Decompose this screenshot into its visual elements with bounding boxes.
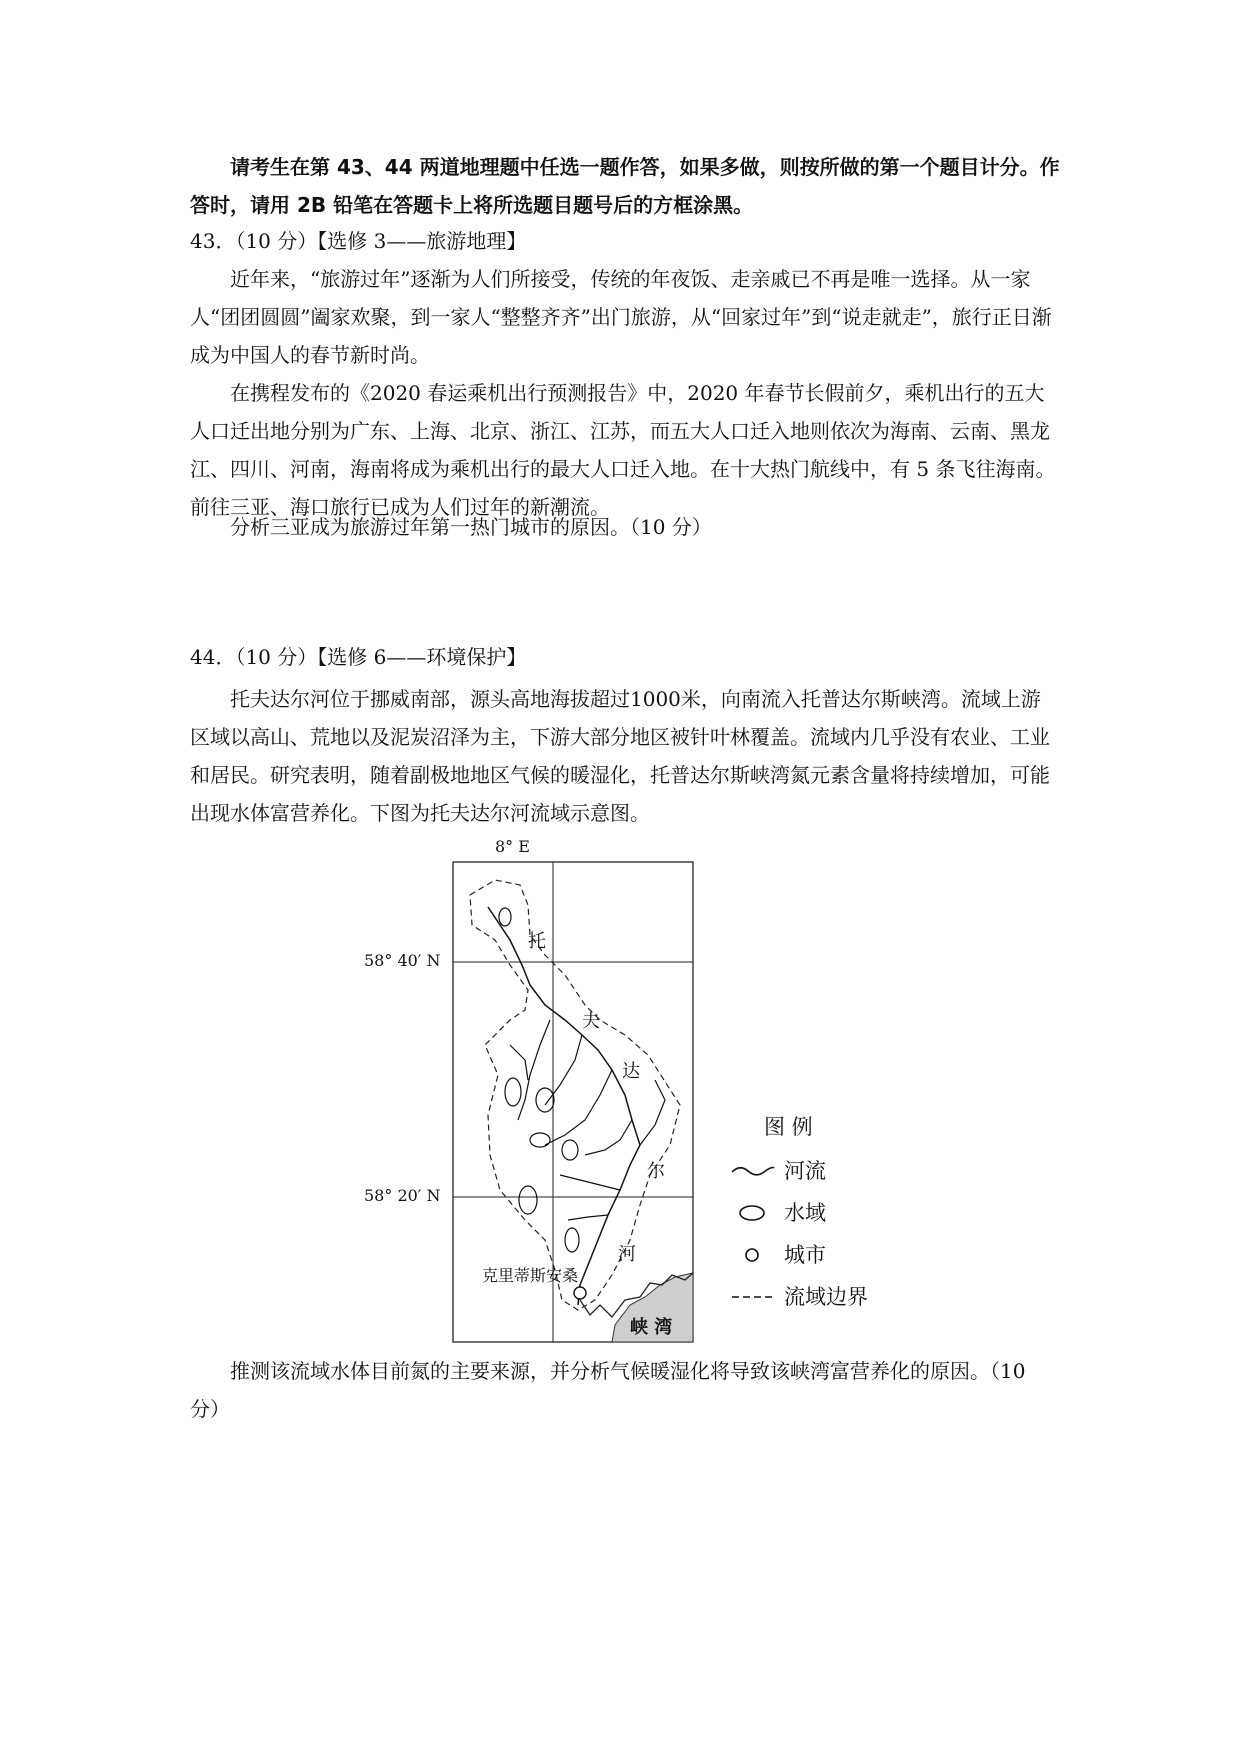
boundary-icon (728, 1282, 778, 1312)
city-icon (728, 1240, 778, 1270)
q43-question: 分析三亚成为旅游过年第一热门城市的原因。（10 分） (230, 515, 712, 539)
lake (562, 1140, 578, 1160)
city-label: 克里蒂斯安桑 (482, 1266, 579, 1285)
q43-heading: 43．（10 分）【选修 3——旅游地理】 (190, 229, 527, 253)
latitude-bottom-label: 58° 20′ N (364, 1186, 441, 1205)
q43-para1: 近年来，“旅游过年”逐渐为人们所接受，传统的年夜饭、走亲戚已不再是唯一选择。从一家人“团团圆圆”阖家欢聚，到一家人“整整齐齐”出门旅游，从“回家过年”到“说走就走”，旅行正日渐成为中国人的春节新时尚。 (190, 267, 1052, 367)
river-char-3: 达 (622, 1061, 640, 1082)
legend-item-river: 河流 (728, 1156, 908, 1190)
lake (505, 1078, 521, 1106)
river-char-4: 尔 (647, 1161, 665, 1182)
legend-item-city: 城市 (728, 1240, 908, 1274)
q44-para1: 托夫达尔河位于挪威南部，源头高地海拔超过1000米，向南流入托普达尔斯峡湾。流域上游区域以高山、荒地以及泥炭沼泽为主，下游大部分地区被针叶林覆盖。流域内几乎没有农业、工业和居民。研究表明，随着副极地地区气候的暖湿化，托普达尔斯峡湾氮元素含量将持续增加，可能出现水体富营养化。下图为托夫达尔河流域示意图。 (190, 687, 1050, 825)
tributary (585, 1120, 632, 1155)
lake (499, 908, 511, 926)
water-body-icon (728, 1198, 778, 1228)
river-char-2: 夫 (582, 1011, 600, 1032)
basin-boundary (470, 880, 680, 1310)
river-char-1: 托 (528, 931, 546, 952)
instruction-text: 请考生在第 43、44 两道地理题中任选一题作答，如果多做，则按所做的第一个题目计分。作答时，请用 2B 铅笔在答题卡上将所选题目题号后的方框涂黑。 (190, 155, 1060, 217)
q44-heading: 44．（10 分）【选修 6——环境保护】 (190, 645, 527, 669)
lake (530, 1133, 550, 1147)
fjord-label: 峡 湾 (630, 1317, 673, 1338)
lake (565, 1228, 579, 1252)
city-marker (574, 1287, 586, 1299)
lake (519, 1186, 537, 1214)
tributary (560, 1175, 620, 1190)
river-char-5: 河 (618, 1244, 636, 1265)
q44-question: 推测该流域水体目前氮的主要来源，并分析气候暖湿化将导致该峡湾富营养化的原因。（10 分） (190, 1359, 1026, 1421)
river-icon (728, 1156, 778, 1186)
tributary (640, 1080, 665, 1145)
legend-title: 图 例 (764, 1115, 813, 1139)
tributary (510, 1045, 528, 1080)
latitude-top-label: 58° 40′ N (364, 951, 441, 970)
tributary (568, 1215, 608, 1220)
longitude-label: 8° E (495, 837, 530, 856)
lake (536, 1088, 554, 1112)
tributary (545, 1070, 612, 1145)
legend-item-boundary: 流域边界 (728, 1282, 908, 1316)
tributary (545, 1035, 582, 1105)
q43-para2: 在携程发布的《2020 春运乘机出行预测报告》中，2020 年春节长假前夕，乘机出行的五大人口迁出地分别为广东、上海、北京、浙江、江苏，而五大人口迁入地则依次为海南、云南、黑龙江、四川、河南，海南将成为乘机出行的最大人口迁入地。在十大热门航线中，有 5 条飞往海南。前往三亚、海口旅行已成为人们过年的新潮流。 (190, 381, 1056, 519)
legend-item-water: 水域 (728, 1198, 908, 1232)
